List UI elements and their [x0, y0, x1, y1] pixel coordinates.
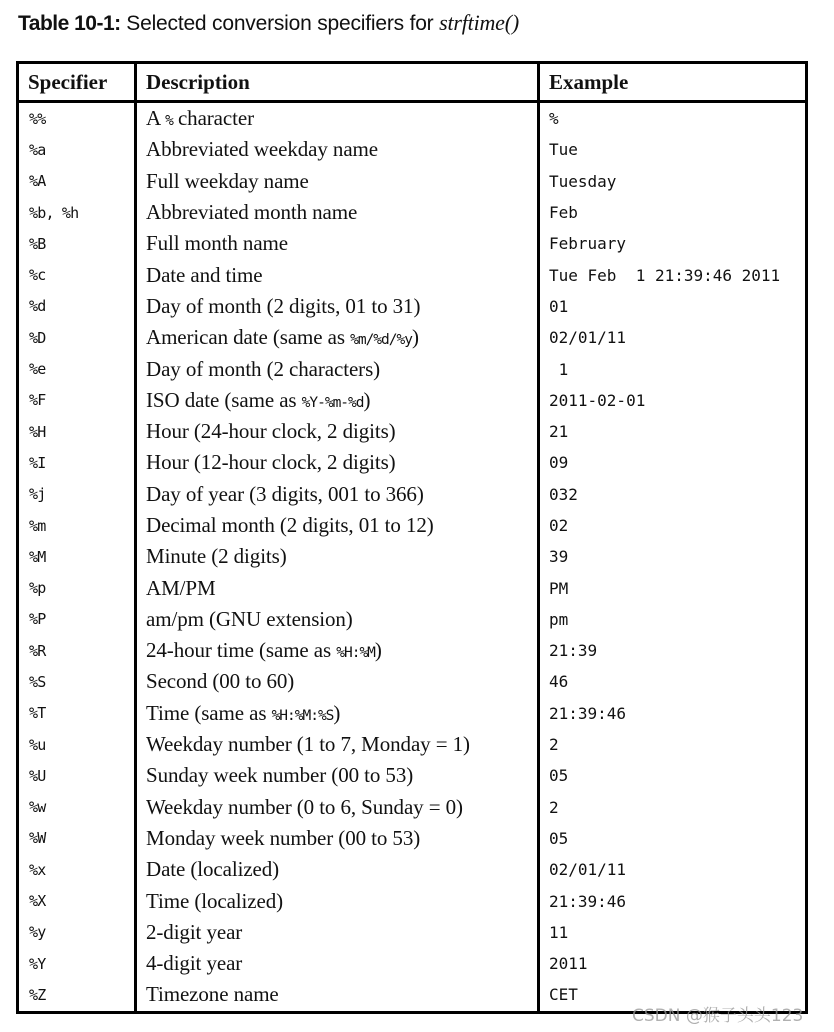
- table-row: [18, 541, 807, 572]
- table-row: [18, 416, 807, 447]
- description-text: Abbreviated month name: [146, 200, 358, 225]
- table-row: [18, 166, 807, 197]
- example-cell: 21:39:46: [539, 698, 807, 729]
- example-cell: 21:39: [539, 635, 807, 666]
- specifier-cell: %A: [18, 166, 136, 197]
- specifier-cell: %I: [18, 447, 136, 478]
- description-cell: [136, 291, 539, 322]
- table-row: [18, 259, 807, 290]
- strftime-specifier-table: [16, 61, 808, 1014]
- table-row: [18, 385, 807, 416]
- description-cell: [136, 385, 539, 416]
- inline-code: %Y-%m-%d: [301, 394, 364, 411]
- description-cell: [136, 948, 539, 979]
- description-cell: [136, 635, 539, 666]
- description-cell: [136, 979, 539, 1012]
- description-text: Minute (2 digits): [146, 544, 287, 569]
- example-cell: 02/01/11: [539, 854, 807, 885]
- specifier-cell: %w: [18, 792, 136, 823]
- description-cell: [136, 541, 539, 572]
- specifier-cell: %F: [18, 385, 136, 416]
- caption-function-name: strftime(): [439, 10, 520, 35]
- description-text: AM/PM: [146, 575, 216, 600]
- specifier-cell: %X: [18, 885, 136, 916]
- example-cell: PM: [539, 572, 807, 603]
- example-cell: 2: [539, 792, 807, 823]
- description-text: 2-digit year: [146, 919, 243, 944]
- example-cell: CET: [539, 979, 807, 1012]
- table-row: [18, 134, 807, 165]
- description-cell: [136, 854, 539, 885]
- watermark: CSDN @猴子头头123: [632, 1006, 804, 1026]
- example-cell: Tue Feb 1 21:39:46 2011: [539, 259, 807, 290]
- specifier-cell: %P: [18, 604, 136, 635]
- description-text: Time (same as: [146, 700, 272, 725]
- table-row: [18, 885, 807, 916]
- header-row: [18, 63, 807, 102]
- example-cell: 39: [539, 541, 807, 572]
- table-row: [18, 854, 807, 885]
- example-cell: 02/01/11: [539, 322, 807, 353]
- table-row: [18, 823, 807, 854]
- specifier-cell: %d: [18, 291, 136, 322]
- example-cell: 02: [539, 510, 807, 541]
- table-row: [18, 228, 807, 259]
- description-cell: [136, 353, 539, 384]
- table-row: [18, 666, 807, 697]
- specifier-cell: %B: [18, 228, 136, 259]
- table-row: [18, 322, 807, 353]
- example-cell: Feb: [539, 197, 807, 228]
- example-cell: 46: [539, 666, 807, 697]
- example-cell: 05: [539, 823, 807, 854]
- description-text: Decimal month (2 digits, 01 to 12): [146, 513, 434, 537]
- header-description: Description: [136, 63, 539, 102]
- specifier-cell: %R: [18, 635, 136, 666]
- description-cell: [136, 729, 539, 760]
- example-cell: 09: [539, 447, 807, 478]
- specifier-cell: %e: [18, 353, 136, 384]
- table-row: [18, 479, 807, 510]
- table-row: [18, 698, 807, 729]
- description-text: American date (same as: [146, 325, 351, 350]
- description-text: Hour (12-hour clock, 2 digits): [146, 450, 396, 475]
- specifier-cell: %Y: [18, 948, 136, 979]
- specifier-cell: %x: [18, 854, 136, 885]
- description-text: Sunday week number (00 to 53): [146, 763, 414, 788]
- specifier-cell: %y: [18, 917, 136, 948]
- example-cell: 01: [539, 291, 807, 322]
- example-cell: pm: [539, 604, 807, 635]
- table-row: [18, 291, 807, 322]
- description-text: Abbreviated weekday name: [146, 137, 378, 162]
- inline-code: %H:%M: [336, 645, 375, 662]
- description-cell: [136, 416, 539, 447]
- description-cell: [136, 197, 539, 228]
- table-row: [18, 635, 807, 666]
- description-cell: [136, 572, 539, 603]
- description-cell: [136, 322, 539, 353]
- description-text: ): [363, 387, 371, 412]
- specifier-cell: %u: [18, 729, 136, 760]
- inline-code: %m/%d/%y: [350, 332, 412, 349]
- description-cell: [136, 666, 539, 697]
- specifier-cell: %a: [18, 134, 136, 165]
- caption-text: Selected conversion specifiers for: [120, 12, 440, 35]
- description-cell: [136, 792, 539, 823]
- inline-code: %: [165, 113, 173, 130]
- description-text: Day of month (2 characters): [146, 356, 381, 381]
- example-cell: 2011: [539, 948, 807, 979]
- description-cell: [136, 259, 539, 290]
- table-header: [18, 63, 807, 102]
- specifier-cell: %p: [18, 572, 136, 603]
- example-cell: 21: [539, 416, 807, 447]
- specifier-cell: %%: [18, 102, 136, 135]
- example-cell: 1: [539, 353, 807, 384]
- description-cell: [136, 102, 539, 135]
- example-cell: 11: [539, 917, 807, 948]
- example-cell: %: [539, 102, 807, 135]
- table-row: [18, 197, 807, 228]
- description-text: Date and time: [146, 262, 263, 287]
- description-text: Timezone name: [146, 982, 279, 1007]
- description-text: ): [374, 638, 382, 663]
- description-text: Hour (24-hour clock, 2 digits): [146, 419, 396, 444]
- specifier-cell: %b, %h: [18, 197, 136, 228]
- description-text: 24-hour time (same as: [146, 638, 337, 663]
- description-text: Day of month (2 digits, 01 to 31): [146, 293, 421, 318]
- description-cell: [136, 134, 539, 165]
- description-cell: [136, 479, 539, 510]
- description-text: ): [333, 700, 341, 725]
- table-row: [18, 792, 807, 823]
- description-text: A: [146, 106, 166, 131]
- description-cell: [136, 760, 539, 791]
- specifier-cell: %M: [18, 541, 136, 572]
- description-text: character: [172, 106, 254, 131]
- example-cell: 2011-02-01: [539, 385, 807, 416]
- description-cell: [136, 447, 539, 478]
- description-text: Monday week number (00 to 53): [146, 825, 421, 850]
- example-cell: 2: [539, 729, 807, 760]
- description-text: Second (00 to 60): [146, 669, 295, 694]
- table-row: [18, 102, 807, 135]
- specifier-cell: %D: [18, 322, 136, 353]
- description-cell: [136, 510, 539, 541]
- table-row: [18, 760, 807, 791]
- example-cell: 032: [539, 479, 807, 510]
- table-row: [18, 604, 807, 635]
- description-text: Weekday number (1 to 7, Monday = 1): [146, 732, 470, 757]
- example-cell: February: [539, 228, 807, 259]
- example-cell: Tuesday: [539, 166, 807, 197]
- example-cell: 21:39:46: [539, 885, 807, 916]
- table-row: [18, 572, 807, 603]
- description-cell: [136, 166, 539, 197]
- description-cell: [136, 917, 539, 948]
- specifier-cell: %S: [18, 666, 136, 697]
- table-row: [18, 948, 807, 979]
- table-row: [18, 917, 807, 948]
- table-row: [18, 447, 807, 478]
- description-cell: [136, 885, 539, 916]
- example-cell: 05: [539, 760, 807, 791]
- specifier-cell: %U: [18, 760, 136, 791]
- specifier-cell: %W: [18, 823, 136, 854]
- table-caption: [18, 10, 519, 36]
- specifier-cell: %Z: [18, 979, 136, 1012]
- description-cell: [136, 228, 539, 259]
- specifier-cell: %m: [18, 510, 136, 541]
- description-cell: [136, 823, 539, 854]
- description-text: Weekday number (0 to 6, Sunday = 0): [146, 794, 463, 819]
- specifier-cell: %j: [18, 479, 136, 510]
- specifier-cell: %c: [18, 259, 136, 290]
- description-text: 4-digit year: [146, 951, 243, 976]
- description-cell: [136, 698, 539, 729]
- table-row: [18, 510, 807, 541]
- description-text: Full weekday name: [146, 168, 309, 193]
- description-text: ISO date (same as: [146, 387, 302, 412]
- description-text: Date (localized): [146, 857, 280, 882]
- description-text: Time (localized): [146, 888, 284, 913]
- description-cell: [136, 604, 539, 635]
- description-text: Full month name: [146, 231, 288, 256]
- description-text: ): [411, 325, 419, 350]
- header-example: Example: [539, 63, 807, 102]
- example-cell: Tue: [539, 134, 807, 165]
- specifier-cell: %H: [18, 416, 136, 447]
- header-specifier: Specifier: [18, 63, 136, 102]
- description-text: Day of year (3 digits, 001 to 366): [146, 481, 424, 506]
- caption-label: Table 10-1:: [18, 12, 121, 35]
- specifier-cell: %T: [18, 698, 136, 729]
- description-text: am/pm (GNU extension): [146, 606, 353, 631]
- table-body: [18, 102, 807, 1013]
- table-row: [18, 353, 807, 384]
- inline-code: %H:%M:%S: [271, 707, 334, 724]
- table-row: [18, 729, 807, 760]
